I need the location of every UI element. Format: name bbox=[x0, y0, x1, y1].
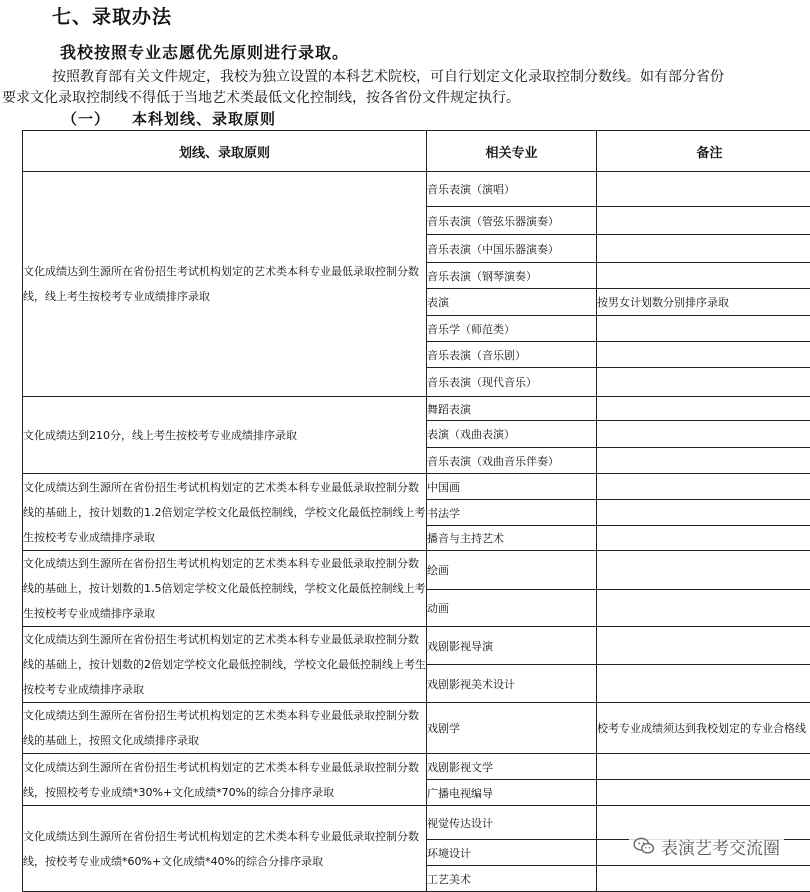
major-cell: 音乐表演（管弦乐器演奏） bbox=[427, 207, 597, 235]
major-cell: 音乐表演（中国乐器演奏） bbox=[427, 235, 597, 263]
major-cell: 广播电视编导 bbox=[427, 780, 597, 806]
table-row bbox=[23, 172, 810, 207]
table-header-row bbox=[23, 131, 810, 172]
criterion-cell: 文化成绩达到生源所在省份招生考试机构划定的艺术类本科专业最低录取控制分数线，线上考生按校考专业成绩排序录取 bbox=[23, 172, 427, 397]
note-cell bbox=[597, 754, 810, 780]
table-row bbox=[23, 551, 810, 590]
note-cell bbox=[597, 551, 810, 590]
subsection-label: 本科划线、录取原则 bbox=[132, 110, 276, 128]
header-criterion: 划线、录取原则 bbox=[23, 131, 427, 172]
note-cell bbox=[597, 590, 810, 627]
note-cell bbox=[597, 235, 810, 263]
header-major: 相关专业 bbox=[427, 131, 597, 172]
major-cell: 音乐表演（演唱） bbox=[427, 172, 597, 207]
table-row bbox=[23, 627, 810, 665]
major-cell: 环境设计 bbox=[427, 840, 597, 866]
subsection-number: （一） bbox=[62, 110, 110, 128]
major-cell: 书法学 bbox=[427, 500, 597, 526]
criterion-cell: 文化成绩达到生源所在省份招生考试机构划定的艺术类本科专业最低录取控制分数线的基础上，按计划数的1.2倍划定学校文化最低控制线，学校文化最低控制线上考生按校考专业成绩排序录取 bbox=[23, 474, 427, 551]
criterion-cell: 文化成绩达到生源所在省份招生考试机构划定的艺术类本科专业最低录取控制分数线的基础上，按计划数的2倍划定学校文化最低控制线，学校文化最低控制线上考生按校考专业成绩排序录取 bbox=[23, 627, 427, 703]
note-cell bbox=[597, 627, 810, 665]
major-cell: 视觉传达设计 bbox=[427, 806, 597, 840]
note-cell bbox=[597, 474, 810, 500]
note-cell bbox=[597, 342, 810, 368]
table-row bbox=[23, 754, 810, 780]
major-cell: 音乐表演（戏曲音乐伴奏） bbox=[427, 448, 597, 474]
note-cell bbox=[597, 665, 810, 703]
criterion-cell: 文化成绩达到生源所在省份招生考试机构划定的艺术类本科专业最低录取控制分数线的基础上，按照文化成绩排序录取 bbox=[23, 703, 427, 754]
criterion-cell: 文化成绩达到生源所在省份招生考试机构划定的艺术类本科专业最低录取控制分数线，按照校考专业成绩*30%+文化成绩*70%的综合分排序录取 bbox=[23, 754, 427, 806]
paragraph-line-2: 要求文化录取控制线不得低于当地艺术类最低文化控制线，按各省份文件规定执行。 bbox=[2, 87, 520, 107]
major-cell: 播音与主持艺术 bbox=[427, 526, 597, 551]
major-cell: 中国画 bbox=[427, 474, 597, 500]
note-cell bbox=[597, 316, 810, 342]
major-cell: 戏剧影视文学 bbox=[427, 754, 597, 780]
note-cell bbox=[597, 368, 810, 397]
criterion-cell: 文化成绩达到210分，线上考生按校考专业成绩排序录取 bbox=[23, 397, 427, 474]
note-cell bbox=[597, 448, 810, 474]
note-cell bbox=[597, 500, 810, 526]
header-note: 备注 bbox=[597, 131, 810, 172]
table-row bbox=[23, 397, 810, 421]
major-cell: 音乐表演（钢琴演奏） bbox=[427, 263, 597, 289]
admission-principle-headline: 我校按照专业志愿优先原则进行录取。 bbox=[60, 40, 349, 63]
wechat-icon bbox=[633, 837, 655, 855]
watermark bbox=[629, 832, 784, 860]
note-cell: 按男女计划数分别排序录取 bbox=[597, 289, 810, 316]
note-cell bbox=[597, 421, 810, 448]
major-cell: 动画 bbox=[427, 590, 597, 627]
table-body bbox=[23, 172, 810, 892]
major-cell: 音乐学（师范类） bbox=[427, 316, 597, 342]
major-cell: 表演（戏曲表演） bbox=[427, 421, 597, 448]
major-cell: 戏剧影视美术设计 bbox=[427, 665, 597, 703]
note-cell bbox=[597, 263, 810, 289]
subsection-title bbox=[62, 108, 276, 129]
table-row bbox=[23, 703, 810, 754]
major-cell: 音乐表演（音乐剧） bbox=[427, 342, 597, 368]
table-row bbox=[23, 474, 810, 500]
paragraph-line-1: 按照教育部有关文件规定，我校为独立设置的本科艺术院校，可自行划定文化录取控制分数线。如有部分省份 bbox=[52, 66, 724, 86]
note-cell bbox=[597, 207, 810, 235]
major-cell: 戏剧影视导演 bbox=[427, 627, 597, 665]
note-cell bbox=[597, 866, 810, 892]
note-cell bbox=[597, 397, 810, 421]
watermark-text: 表演艺考交流圈 bbox=[661, 834, 780, 859]
note-cell: 校考专业成绩须达到我校划定的专业合格线 bbox=[597, 703, 810, 754]
major-cell: 绘画 bbox=[427, 551, 597, 590]
note-cell bbox=[597, 526, 810, 551]
major-cell: 音乐表演（现代音乐） bbox=[427, 368, 597, 397]
major-cell: 工艺美术 bbox=[427, 866, 597, 892]
note-cell bbox=[597, 172, 810, 207]
criterion-cell: 文化成绩达到生源所在省份招生考试机构划定的艺术类本科专业最低录取控制分数线的基础上，按计划数的1.5倍划定学校文化最低控制线，学校文化最低控制线上考生按校考专业成绩排序录取 bbox=[23, 551, 427, 627]
major-cell: 戏剧学 bbox=[427, 703, 597, 754]
criterion-cell: 文化成绩达到生源所在省份招生考试机构划定的艺术类本科专业最低录取控制分数线，按校考专业成绩*60%+文化成绩*40%的综合分排序录取 bbox=[23, 806, 427, 892]
major-cell: 表演 bbox=[427, 289, 597, 316]
section-title: 七、录取办法 bbox=[52, 2, 172, 29]
admission-rules-table bbox=[22, 130, 810, 892]
note-cell bbox=[597, 780, 810, 806]
major-cell: 舞蹈表演 bbox=[427, 397, 597, 421]
